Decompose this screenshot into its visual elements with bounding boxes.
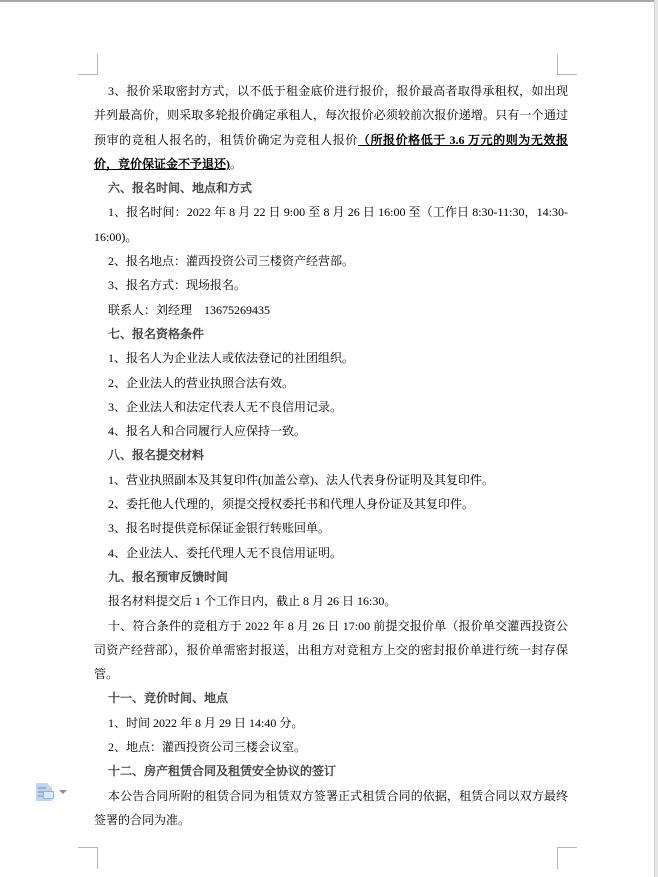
paragraph[interactable] [94, 468, 568, 492]
paragraph[interactable] [94, 273, 568, 297]
text-run: 2、委托他人代理的，须提交授权委托书和代理人身份证及其复印件。 [108, 497, 475, 512]
text-run: 3、报名方式：现场报名。 [108, 278, 247, 293]
section-heading[interactable] [94, 176, 568, 200]
paste-options-button[interactable] [34, 781, 70, 805]
text-run: 3、企业法人和法定代表人无不良信用记录。 [108, 399, 343, 414]
paragraph[interactable] [94, 249, 568, 273]
text-run: 1、营业执照副本及其复印件(加盖公章)、法人代表身份证明及其复印件。 [108, 472, 494, 487]
paragraph[interactable] [94, 735, 568, 759]
text-run: 3、报名时提供竞标保证金银行转账回单。 [108, 521, 331, 536]
paragraph[interactable] [94, 200, 568, 249]
text-boundary-mark-bottom-left [78, 847, 98, 869]
text-run: 九、报名预审反馈时间 [108, 569, 229, 584]
paragraph[interactable] [94, 395, 568, 419]
text-boundary-mark-top-left [78, 54, 98, 75]
paragraph[interactable] [94, 711, 568, 735]
text-run: 六、报名时间、地点和方式 [108, 181, 253, 196]
paragraph[interactable] [94, 346, 568, 370]
paragraph[interactable] [94, 589, 568, 613]
text-boundary-mark-bottom-right [557, 847, 577, 869]
page-right-edge [654, 0, 658, 877]
paragraph[interactable] [94, 516, 568, 540]
text-run: 本公告合同所附的租赁合同为租赁双方签署正式租赁合同的依据，租赁合同以双方最终签署的合同为准。 [94, 788, 568, 827]
text-boundary-mark-top-right [557, 54, 577, 75]
clipboard-paste-icon [36, 783, 52, 801]
text-run: 十一、竞价时间、地点 [108, 691, 229, 706]
text-run: 1、时间 2022 年 8 月 29 日 14:40 分。 [108, 715, 304, 730]
emphasized-run: （所报价格低于 3.6 万元的则为无效报价，竞价保证金不予退还) [94, 132, 568, 171]
text-run: 1、报名时间：2022 年 8 月 22 日 9:00 至 8 月 26 日 16:00 至（工作日 8:30-11:30，14:30-16:00)。 [94, 205, 568, 244]
section-heading[interactable] [94, 322, 568, 346]
text-run: 七、报名资格条件 [108, 326, 205, 341]
chevron-down-icon[interactable] [59, 790, 67, 794]
text-run: 十、符合条件的竞租方于 2022 年 8 月 26 日 17:00 前提交报价单（报价单交灌西投资公司资产经营部），报价单需密封报送，出租方对竞租方上交的密封报价单进行统一封存保管。 [94, 618, 568, 682]
folded-corner [47, 783, 52, 788]
text-run: 联系人：刘经理 13675269435 [108, 302, 271, 317]
paragraph[interactable] [94, 371, 568, 395]
text-run: 。 [230, 156, 243, 171]
section-heading[interactable] [94, 759, 568, 783]
text-run: 2、企业法人的营业执照合法有效。 [108, 375, 295, 390]
paragraph[interactable] [94, 419, 568, 443]
text-run: 报名材料提交后 1 个工作日内，截止 8 月 26 日 16:30。 [108, 594, 397, 609]
section-heading[interactable] [94, 565, 568, 589]
page-top-edge [0, 0, 658, 2]
text-run: 八、报名提交材料 [108, 448, 205, 463]
section-heading[interactable] [94, 686, 568, 710]
paragraph[interactable] [94, 298, 568, 322]
paragraph[interactable] [94, 79, 568, 176]
document-text[interactable] [94, 79, 568, 832]
paragraph[interactable] [94, 492, 568, 516]
paragraph[interactable] [94, 541, 568, 565]
text-run: 1、报名人为企业法人或依法登记的社团组织。 [108, 351, 355, 366]
section-heading[interactable] [94, 443, 568, 467]
paragraph[interactable] [94, 614, 568, 687]
paragraph[interactable] [94, 784, 568, 833]
text-run: 4、报名人和合同履行人应保持一致。 [108, 424, 307, 439]
text-run: 2、地点：灌西投资公司三楼会议室。 [108, 740, 307, 755]
text-run: 3、报价采取密封方式，以不低于租金底价进行报价，报价最高者取得承租权，如出现并列最高价，则采取多轮报价确定承租人，每次报价必须较前次报价递增。只有一个通过预审的竞租人报名的，租赁价确定为竞租人报价 [94, 84, 568, 147]
text-run: 十二、房产租赁合同及租赁安全协议的签订 [108, 764, 337, 779]
text-run: 4、企业法人、委托代理人无不良信用证明。 [108, 545, 343, 560]
text-run: 2、报名地点：灌西投资公司三楼资产经营部。 [108, 254, 355, 269]
